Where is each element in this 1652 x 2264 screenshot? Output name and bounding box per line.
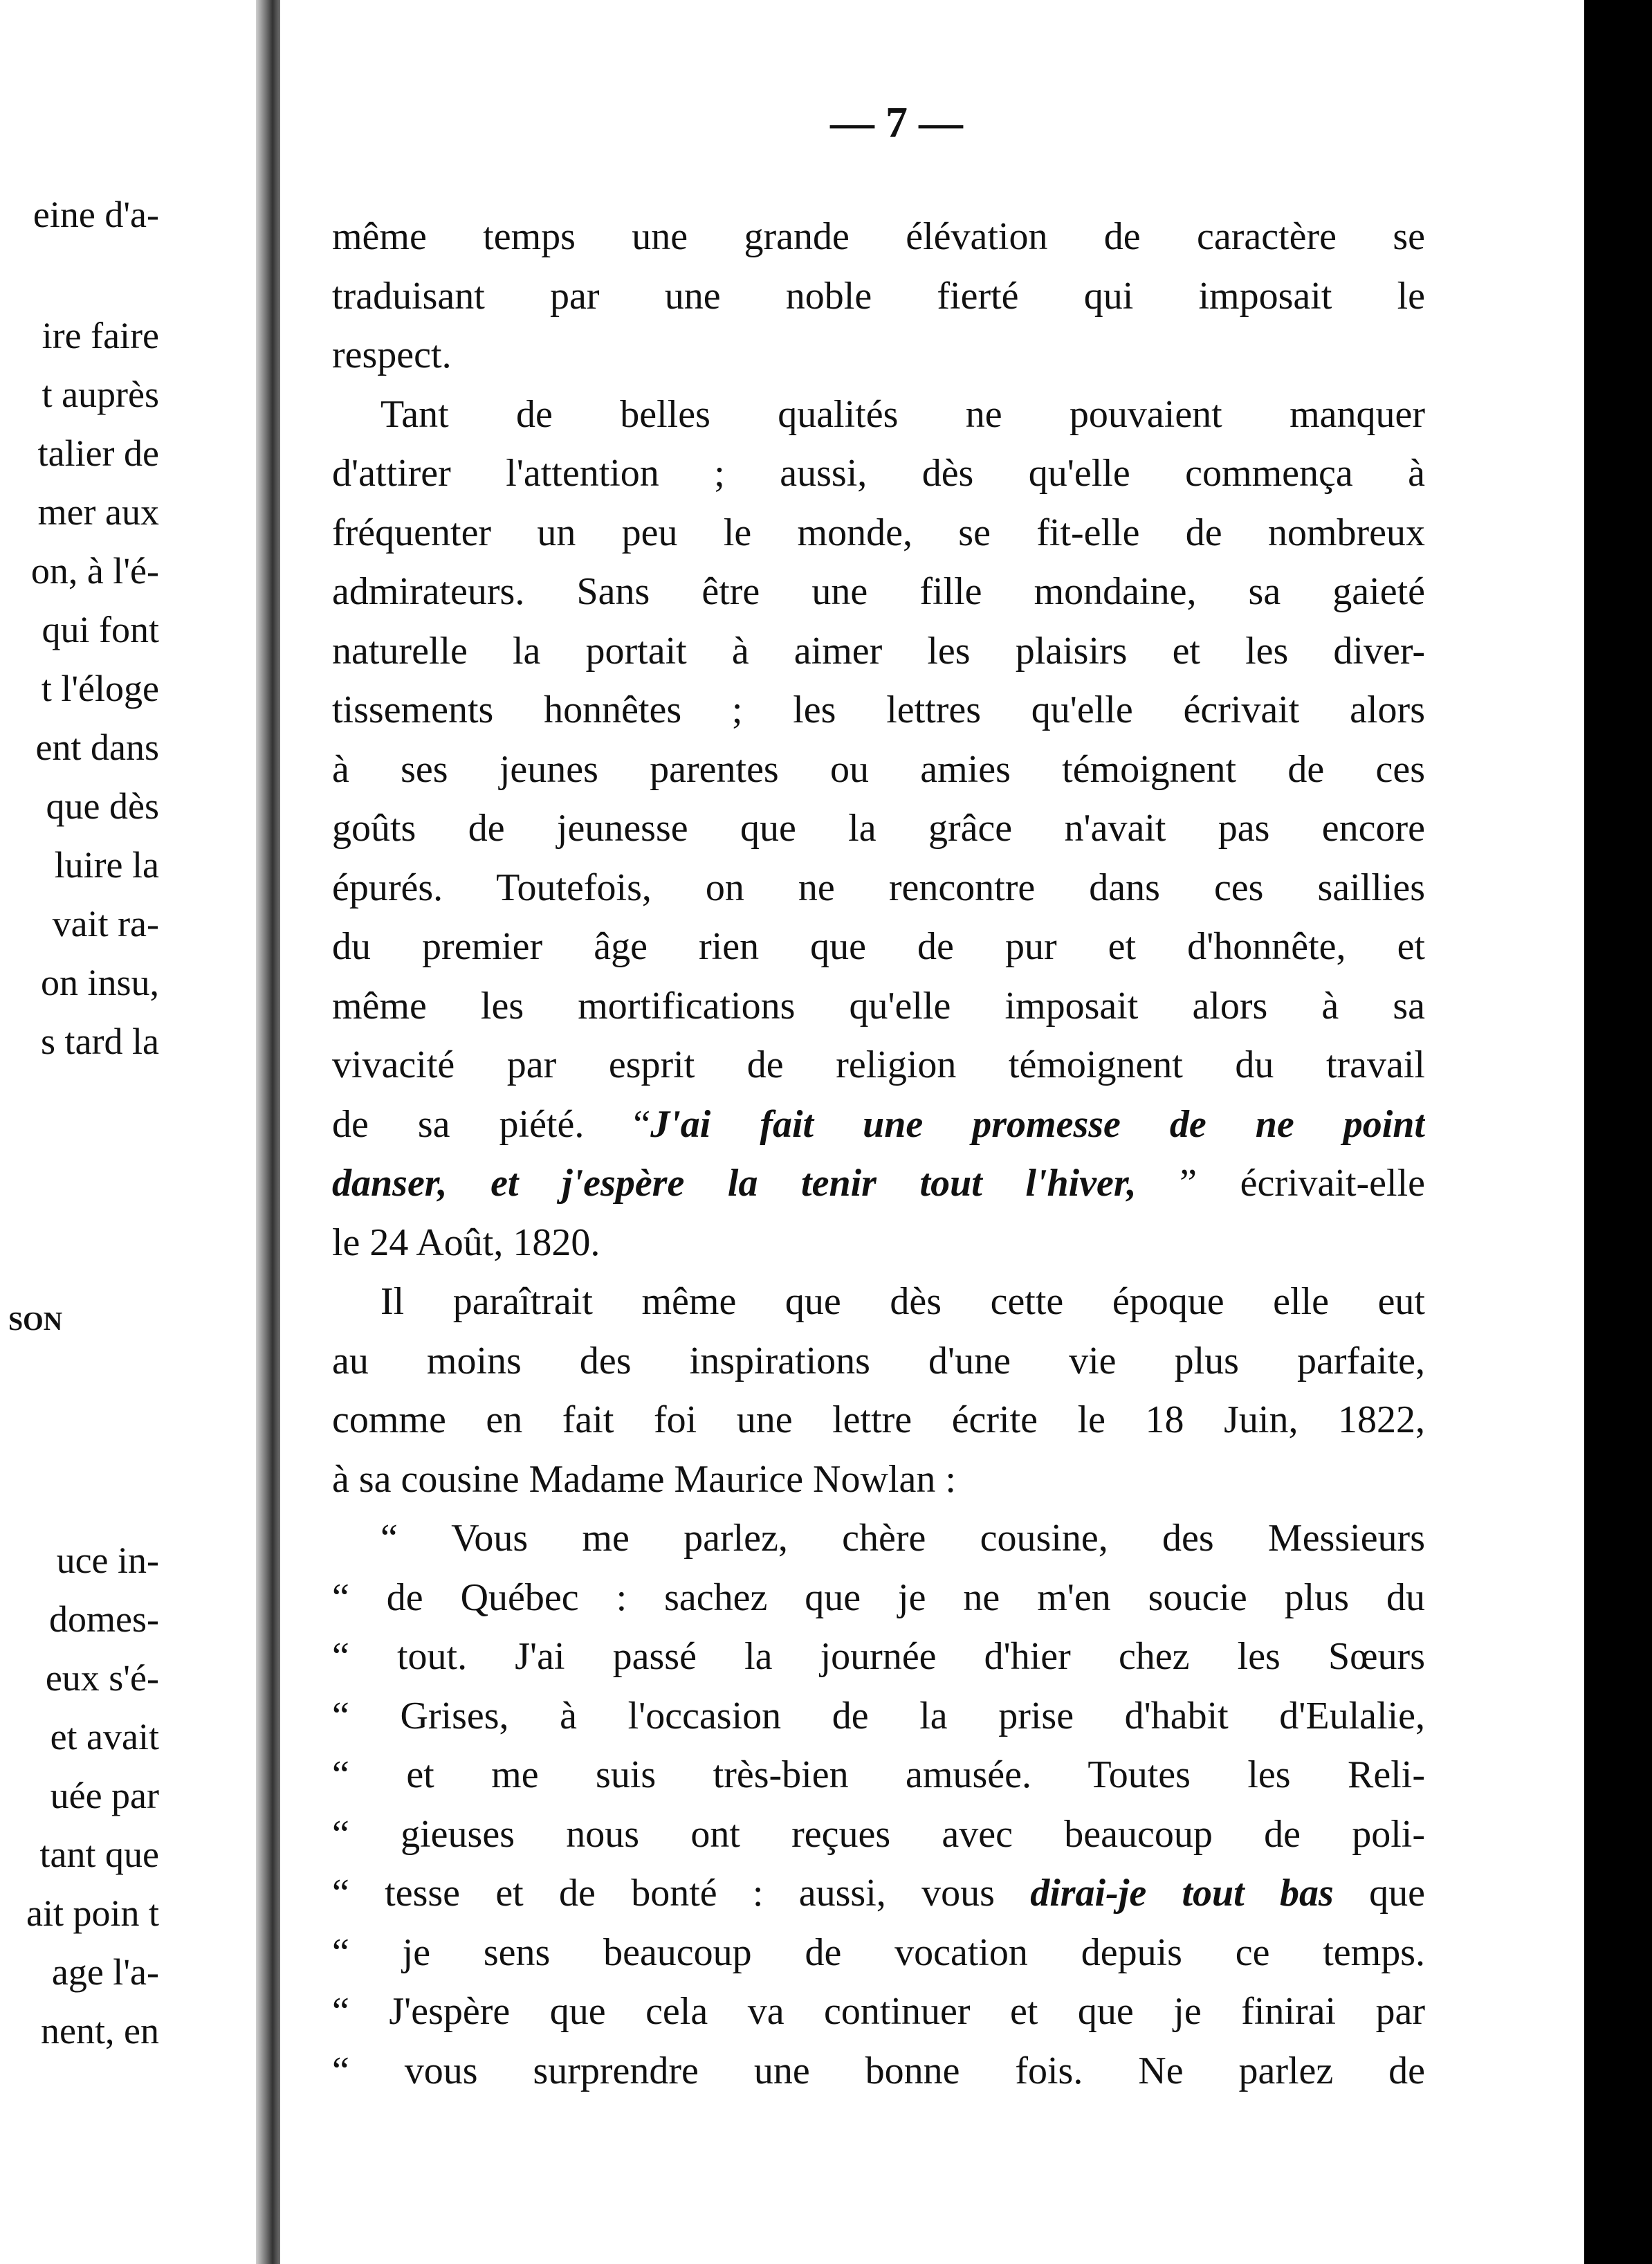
text-line: “ Vous me parlez, chère cousine, des Messieurs	[380, 1517, 1425, 1560]
text-line: comme en fait foi une lettre écrite le 18 Juin, 1822,	[332, 1398, 1425, 1441]
text-line: Tant de belles qualités ne pouvaient manquer	[380, 392, 1425, 436]
text-line: “ J'espère que cela va continuer et que je finirai par	[332, 1990, 1425, 2033]
text-line: au moins des inspirations d'une vie plus parfaite,	[332, 1339, 1425, 1382]
text-line: admirateurs. Sans être une fille mondaine, sa gaieté	[332, 570, 1425, 613]
text-line	[332, 1154, 1425, 1214]
text-line: “ Grises, à l'occasion de la prise d'habit d'Eulalie,	[332, 1694, 1425, 1737]
left-fragment-line: talier de	[37, 432, 159, 474]
text-line: à ses jeunes parentes ou amies témoignent de ces	[332, 747, 1425, 791]
page-edge-shadow	[1584, 0, 1652, 2264]
italic-emphasis: J'ai fait une promesse de ne point	[650, 1102, 1425, 1146]
text-segment: que	[1333, 1872, 1425, 1915]
left-fragment-line: qui font	[42, 609, 159, 650]
left-fragment-line: on, à l'é-	[30, 550, 159, 592]
text-line: tissements honnêtes ; les lettres qu'elle écrivait alors	[332, 688, 1425, 731]
text-line: traduisant par une noble fierté qui imposait le	[332, 274, 1425, 318]
left-fragment-line: t auprès	[42, 374, 159, 415]
text-line: naturelle la portait à aimer les plaisirs et les diver-	[332, 629, 1425, 673]
left-fragment-line: uce in-	[56, 1540, 159, 1581]
left-fragment-line: que dès	[46, 785, 159, 827]
text-line: “ et me suis très-bien amusée. Toutes les Reli-	[332, 1753, 1425, 1796]
italic-emphasis: danser, et j'espère la tenir tout l'hiver,	[332, 1162, 1137, 1205]
text-line: fréquenter un peu le monde, se fit-elle de nombreux	[332, 511, 1425, 554]
text-line: goûts de jeunesse que la grâce n'avait pas encore	[332, 807, 1425, 850]
text-line: le 24 Août, 1820.	[332, 1221, 600, 1264]
text-line: Il paraîtrait même que dès cette époque elle eut	[380, 1280, 1425, 1323]
left-fragment-line: t l'éloge	[41, 668, 159, 709]
text-line	[332, 1095, 1425, 1155]
left-page-fragment	[0, 0, 263, 2264]
body-text	[332, 208, 1425, 2101]
left-fragment-line: ait poin t	[26, 1892, 159, 1934]
left-fragment-line: domes-	[49, 1598, 159, 1640]
left-fragment-line: on insu,	[40, 962, 159, 1003]
left-heading: SON	[8, 1307, 63, 1336]
text-line: du premier âge rien que de pur et d'honnête, et	[332, 925, 1425, 968]
text-line: même temps une grande élévation de caractère se	[332, 215, 1425, 258]
text-line: “ je sens beaucoup de vocation depuis ce temps.	[332, 1930, 1425, 1974]
text-segment: “ tesse et de bonté : aussi, vous	[332, 1872, 1031, 1915]
page-number: — 7 —	[830, 98, 963, 147]
left-fragment-line: ent dans	[35, 727, 159, 768]
text-line: “ vous surprendre une bonne fois. Ne parlez de	[332, 2049, 1425, 2092]
left-fragment-line: s tard la	[41, 1021, 159, 1062]
italic-emphasis: dirai-je tout bas	[1030, 1872, 1334, 1915]
text-line: “ gieuses nous ont reçues avec beaucoup de poli-	[332, 1812, 1425, 1856]
left-fragment-line: age l'a-	[51, 1951, 159, 1993]
left-fragment-line: eux s'é-	[45, 1657, 159, 1699]
left-fragment-line: tant que	[39, 1834, 159, 1875]
text-line: vivacité par esprit de religion témoignent du travail	[332, 1043, 1425, 1086]
left-fragment-line: ire faire	[42, 315, 159, 356]
left-fragment-line: nent, en	[41, 2010, 159, 2052]
text-line: respect.	[332, 334, 452, 376]
text-line: d'attirer l'attention ; aussi, dès qu'elle commença à	[332, 452, 1425, 495]
text-line: épurés. Toutefois, on ne rencontre dans ces saillies	[332, 866, 1425, 909]
text-line: “ de Québec : sachez que je ne m'en soucie plus du	[332, 1576, 1425, 1619]
text-line: à sa cousine Madame Maurice Nowlan :	[332, 1457, 956, 1501]
left-fragment-line: eine d'a-	[33, 194, 159, 235]
text-line: “ tout. J'ai passé la journée d'hier chez les Sœurs	[332, 1635, 1425, 1678]
text-segment: de sa piété. “	[332, 1102, 651, 1146]
left-fragment-line: et avait	[50, 1716, 159, 1758]
book-gutter	[256, 0, 284, 2264]
left-fragment-line: luire la	[54, 844, 159, 886]
text-segment: ” écrivait-elle	[1136, 1162, 1425, 1205]
left-fragment-line: uée par	[50, 1775, 159, 1816]
left-fragment-line: mer aux	[37, 491, 159, 533]
text-line	[332, 1864, 1425, 1924]
left-fragment-line: vait ra-	[52, 903, 159, 944]
text-line: même les mortifications qu'elle imposait alors à sa	[332, 984, 1425, 1028]
